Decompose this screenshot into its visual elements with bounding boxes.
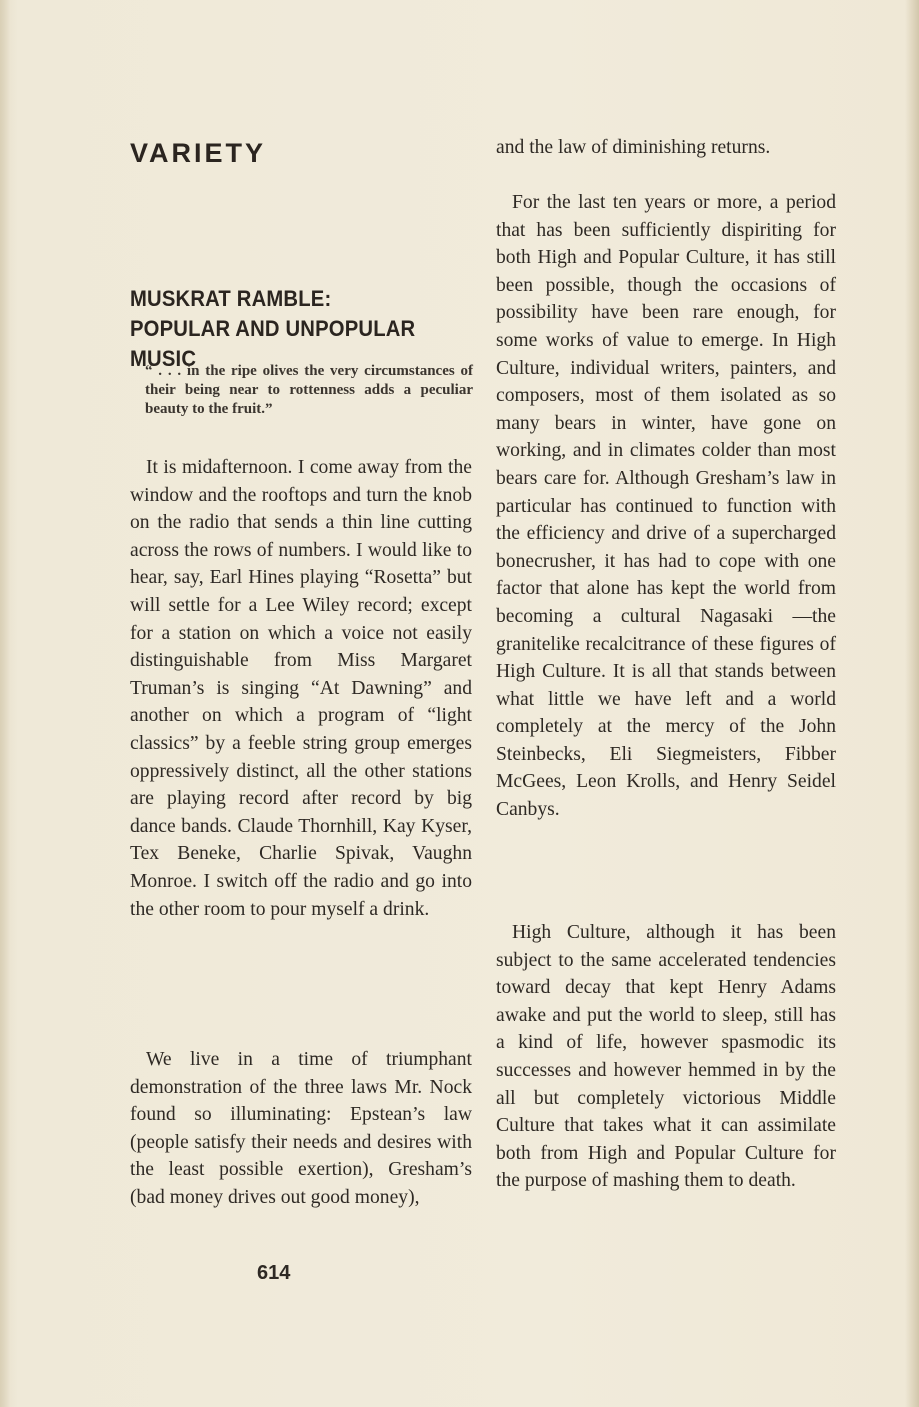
page-right-edge — [905, 0, 919, 1407]
right-column-paragraph-0: and the law of diminishing returns. — [496, 137, 771, 158]
right-column-paragraph-2: High Culture, although it has been subject to the same accelerated tendencies toward decay that kept Henry Adams awake and put the world to sleep, still has a kind of life, however spasmodic its successes and however hemmed in by the all but completely victorious Middle Culture that takes what it can assimilate both from High and Popular Culture for the purpose of mashing them to death. — [496, 922, 836, 1192]
left-column-paragraph-2: We live in a time of triumphant demonstration of the three laws Mr. Nock found so illuminating: Epstean’s law (people satisfy their needs and desires with the least possible exertion), Gresham’s (bad money drives out good money), — [130, 1049, 472, 1208]
right-column-paragraph-1: For the last ten years or more, a period that has been sufficiently dispiriting for both High and Popular Culture, it has still been possible, though the occasions of possibility have been rare enough, for some works of value to emerge. In High Culture, individual writers, painters, and composers, most of them isolated as so many bears in winter, have gone on working, and in climates colder than most bears care for. Although Gresham’s law in particular has continued to function with the efficiency and drive of a supercharged bonecrusher, it has had to cope with one factor that alone has kept the world from becoming a cultural Nagasaki —the granitelike recalcitrance of these figures of High Culture. It is all that stands between what little we have left and a world completely at the mercy of the John Steinbecks, Eli Siegmeisters, Fibber McGees, Leon Krolls, and Henry Seidel Canbys. — [496, 192, 836, 821]
epigraph-quote: “ . . . in the ripe olives the very circumstances of their being near to rottenness adds a peculiar beauty to the fruit.” — [145, 363, 473, 417]
section-heading: VARIETY — [130, 138, 267, 168]
article-title: MUSKRAT RAMBLE: POPULAR AND UNPOPULAR MUSIC — [130, 286, 416, 371]
page-number: 614 — [257, 1262, 291, 1284]
left-column-paragraph-1: It is midafternoon. I come away from the window and the rooftops and turn the knob on the radio that sends a thin line cutting across the rows of numbers. I would like to hear, say, Earl Hines playing “Rosetta” but will settle for a Lee Wiley record; except for a station on which a voice not easily distinguishable from Miss Margaret Truman’s is singing “At Dawning” and another on which a program of “light classics” by a feeble string group emerges oppressively distinct, all the other stations are playing record after record by big dance bands. Claude Thornhill, Kay Kyser, Tex Beneke, Charlie Spivak, Vaughn Monroe. I switch off the radio and go into the other room to pour myself a drink. — [130, 457, 472, 920]
page-left-edge — [0, 0, 10, 1407]
